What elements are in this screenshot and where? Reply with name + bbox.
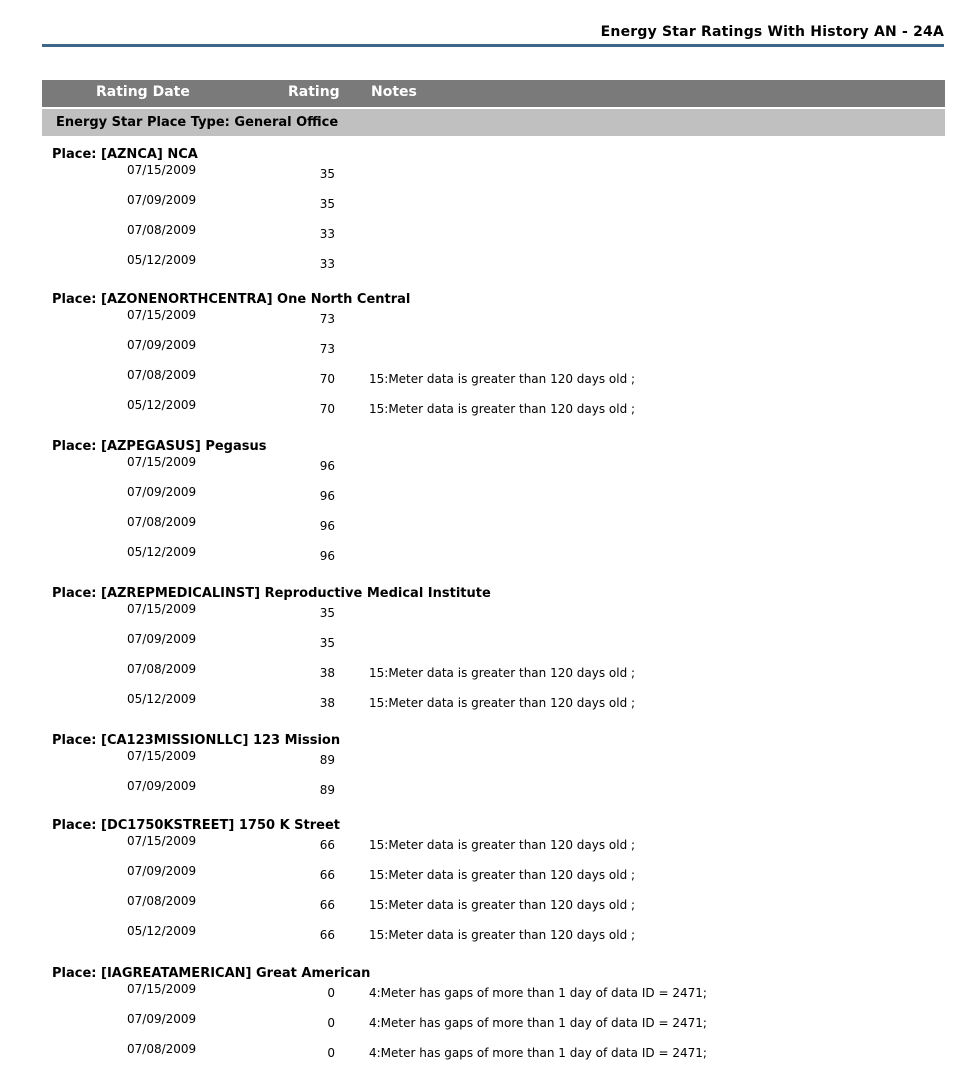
place-section xyxy=(52,292,932,428)
rating-value: 70 xyxy=(319,372,335,386)
rating-note: 15:Meter data is greater than 120 days old ; xyxy=(369,838,636,852)
place-title: Place: [CA123MISSIONLLC] 123 Mission xyxy=(52,733,341,748)
place-section xyxy=(52,439,932,575)
rating-value: 35 xyxy=(319,167,335,181)
rating-row xyxy=(52,253,932,283)
rating-date: 07/15/2009 xyxy=(127,308,197,322)
place-section xyxy=(52,733,932,809)
rating-row xyxy=(52,632,932,662)
column-header-rating-date: Rating Date xyxy=(96,84,190,100)
rating-date: 07/08/2009 xyxy=(127,223,197,237)
place-title: Place: [AZPEGASUS] Pegasus xyxy=(52,439,267,454)
rating-date: 07/08/2009 xyxy=(127,1042,197,1056)
rating-date: 05/12/2009 xyxy=(127,398,197,412)
rating-row xyxy=(52,398,932,428)
rating-value: 89 xyxy=(319,783,335,797)
rating-row xyxy=(52,223,932,253)
rating-date: 05/12/2009 xyxy=(127,692,197,706)
rating-note: 15:Meter data is greater than 120 days old ; xyxy=(369,372,636,386)
place-title: Place: [IAGREATAMERICAN] Great American xyxy=(52,966,371,981)
rating-note: 4:Meter has gaps of more than 1 day of data ID = 2471; xyxy=(369,986,707,1000)
column-header-rating: Rating xyxy=(288,84,340,100)
rating-note: 15:Meter data is greater than 120 days old ; xyxy=(369,868,636,882)
rating-row xyxy=(52,924,932,954)
rating-value: 0 xyxy=(327,1046,335,1060)
rating-note: 4:Meter has gaps of more than 1 day of data ID = 2471; xyxy=(369,1016,707,1030)
rating-row xyxy=(52,692,932,722)
rating-value: 0 xyxy=(327,1016,335,1030)
rating-date: 07/15/2009 xyxy=(127,834,197,848)
rating-row xyxy=(52,1012,932,1042)
rating-value: 38 xyxy=(319,666,335,680)
column-header-notes: Notes xyxy=(371,84,417,100)
rating-row xyxy=(52,982,932,1012)
rating-date: 07/08/2009 xyxy=(127,894,197,908)
rating-note: 15:Meter data is greater than 120 days old ; xyxy=(369,696,636,710)
rating-row xyxy=(52,455,932,485)
column-header-bar xyxy=(42,80,945,107)
rating-date: 07/08/2009 xyxy=(127,515,197,529)
rating-date: 07/15/2009 xyxy=(127,749,197,763)
rating-row xyxy=(52,338,932,368)
rating-row xyxy=(52,485,932,515)
place-section xyxy=(52,966,932,1072)
rating-row xyxy=(52,308,932,338)
place-type-group-header xyxy=(42,109,945,136)
rating-row xyxy=(52,193,932,223)
rating-date: 07/08/2009 xyxy=(127,662,197,676)
rating-value: 33 xyxy=(319,227,335,241)
place-title: Place: [AZREPMEDICALINST] Reproductive Medical Institute xyxy=(52,586,491,601)
rating-date: 07/15/2009 xyxy=(127,602,197,616)
rating-row xyxy=(52,602,932,632)
rating-row xyxy=(52,515,932,545)
rating-value: 35 xyxy=(319,606,335,620)
rating-row xyxy=(52,163,932,193)
rating-row xyxy=(52,1042,932,1072)
rating-date: 07/09/2009 xyxy=(127,193,197,207)
place-section xyxy=(52,586,932,722)
rating-date: 05/12/2009 xyxy=(127,924,197,938)
rating-row xyxy=(52,779,932,809)
rating-value: 0 xyxy=(327,986,335,1000)
rating-value: 66 xyxy=(319,928,335,942)
rating-value: 66 xyxy=(319,868,335,882)
rating-value: 89 xyxy=(319,753,335,767)
rating-date: 07/08/2009 xyxy=(127,368,197,382)
rating-row xyxy=(52,749,932,779)
rating-value: 66 xyxy=(319,898,335,912)
rating-date: 07/15/2009 xyxy=(127,982,197,996)
rating-note: 15:Meter data is greater than 120 days old ; xyxy=(369,666,636,680)
rating-date: 07/09/2009 xyxy=(127,338,197,352)
rating-date: 07/15/2009 xyxy=(127,455,197,469)
rating-date: 07/09/2009 xyxy=(127,779,197,793)
rating-date: 07/15/2009 xyxy=(127,163,197,177)
report-title: Energy Star Ratings With History AN - 24A xyxy=(600,24,944,40)
rating-value: 35 xyxy=(319,636,335,650)
rating-value: 96 xyxy=(319,459,335,473)
rating-value: 38 xyxy=(319,696,335,710)
rating-value: 73 xyxy=(319,312,335,326)
rating-value: 66 xyxy=(319,838,335,852)
rating-date: 07/09/2009 xyxy=(127,1012,197,1026)
rating-value: 96 xyxy=(319,519,335,533)
rating-value: 73 xyxy=(319,342,335,356)
rating-date: 05/12/2009 xyxy=(127,253,197,267)
rating-date: 07/09/2009 xyxy=(127,485,197,499)
title-divider xyxy=(42,44,944,47)
rating-value: 96 xyxy=(319,549,335,563)
rating-row xyxy=(52,864,932,894)
rating-date: 07/09/2009 xyxy=(127,632,197,646)
place-section xyxy=(52,147,932,283)
place-title: Place: [AZONENORTHCENTRA] One North Central xyxy=(52,292,411,307)
place-title: Place: [DC1750KSTREET] 1750 K Street xyxy=(52,818,341,833)
rating-note: 15:Meter data is greater than 120 days old ; xyxy=(369,928,636,942)
place-section xyxy=(52,818,932,954)
rating-row xyxy=(52,545,932,575)
rating-row xyxy=(52,368,932,398)
place-title: Place: [AZNCA] NCA xyxy=(52,147,198,162)
rating-date: 05/12/2009 xyxy=(127,545,197,559)
place-type-label: Energy Star Place Type: General Office xyxy=(56,115,339,130)
rating-row xyxy=(52,834,932,864)
rating-value: 96 xyxy=(319,489,335,503)
rating-value: 70 xyxy=(319,402,335,416)
rating-row xyxy=(52,894,932,924)
rating-row xyxy=(52,662,932,692)
rating-note: 4:Meter has gaps of more than 1 day of data ID = 2471; xyxy=(369,1046,707,1060)
rating-value: 35 xyxy=(319,197,335,211)
rating-date: 07/09/2009 xyxy=(127,864,197,878)
rating-note: 15:Meter data is greater than 120 days old ; xyxy=(369,898,636,912)
rating-note: 15:Meter data is greater than 120 days old ; xyxy=(369,402,636,416)
rating-value: 33 xyxy=(319,257,335,271)
